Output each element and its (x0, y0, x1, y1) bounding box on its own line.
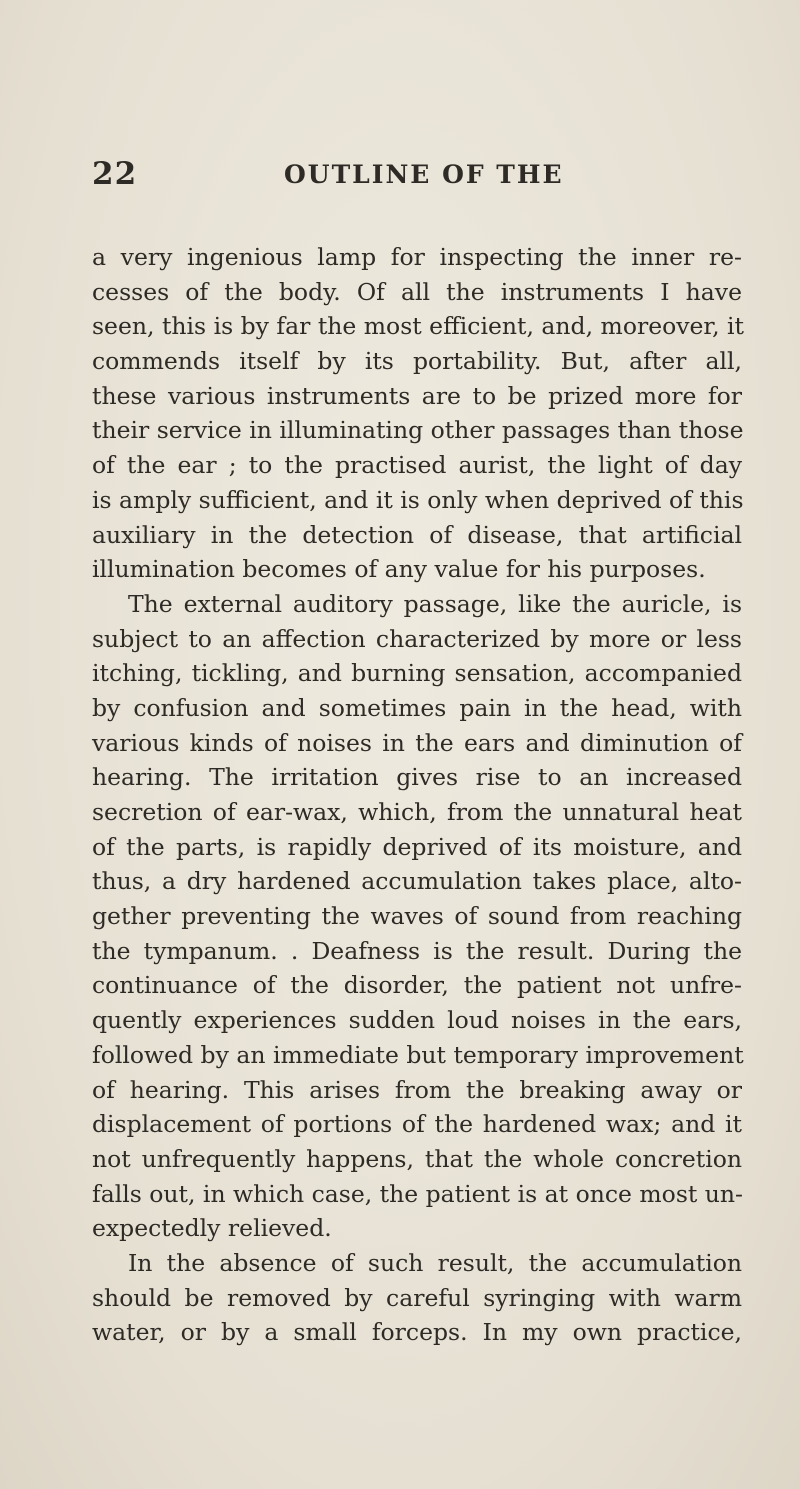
text-line: a very ingenious lamp for inspecting the inner re- (92, 243, 742, 271)
text-line: hearing. The irritation gives rise to an increased (92, 763, 742, 792)
text-line: of the parts, is rapidly deprived of its moisture, and (92, 832, 742, 861)
text-line: cesses of the body. Of all the instruments I have (92, 277, 742, 306)
paragraph-start-line: In the absence of such result, the accumulation (128, 1248, 742, 1277)
paragraph-start-line: The external auditory passage, like the auricle, is (128, 589, 742, 618)
text-line: gether preventing the waves of sound from reaching (92, 902, 742, 931)
text-line: followed by an immediate but temporary improvement (92, 1040, 744, 1069)
running-title: OUTLINE OF THE (284, 160, 564, 189)
text-line: falls out, in which case, the patient is at once most un- (92, 1179, 744, 1208)
text-line: displacement of portions of the hardened wax; and it (92, 1110, 742, 1139)
page-number: 22 (92, 156, 138, 192)
text-line: should be removed by careful syringing with warm (92, 1283, 742, 1312)
text-line: is amply sufficient, and it is only when deprived of this (92, 485, 744, 514)
text-line: auxiliary in the detection of disease, that artificial (92, 520, 742, 549)
text-line: not unfrequently happens, that the whole concretion (92, 1144, 742, 1173)
text-line: quently experiences sudden loud noises in the ears, (92, 1006, 742, 1035)
text-line: expectedly relieved. (92, 1214, 332, 1243)
text-line: subject to an affection characterized by more or less (92, 624, 742, 653)
text-line: of the ear ; to the practised aurist, the light of day (92, 451, 742, 480)
text-line: continuance of the disorder, the patient not unfre- (92, 971, 742, 1000)
body-text (92, 240, 742, 1350)
text-line: these various instruments are to be prized more for (92, 381, 742, 410)
text-line: itching, tickling, and burning sensation, accompanied (92, 659, 742, 688)
text-line: the tympanum. . Deafness is the result. During the (92, 936, 742, 965)
text-line: commends itself by its portability. But, after all, (92, 347, 742, 376)
text-line: of hearing. This arises from the breaking away or (92, 1075, 742, 1104)
text-line: secretion of ear-wax, which, from the unnatural heat (92, 798, 742, 826)
text-line: seen, this is by far the most efficient, and, moreover, it (92, 312, 744, 341)
text-line: by confusion and sometimes pain in the head, with (92, 693, 742, 722)
text-line: water, or by a small forceps. In my own practice, (92, 1318, 742, 1347)
text-line: their service in illuminating other passages than those (92, 416, 744, 445)
page-header (92, 156, 732, 196)
text-line: thus, a dry hardened accumulation takes place, alto- (92, 867, 742, 896)
text-line: various kinds of noises in the ears and diminution of (92, 728, 742, 757)
text-line: illumination becomes of any value for his purposes. (92, 555, 706, 584)
